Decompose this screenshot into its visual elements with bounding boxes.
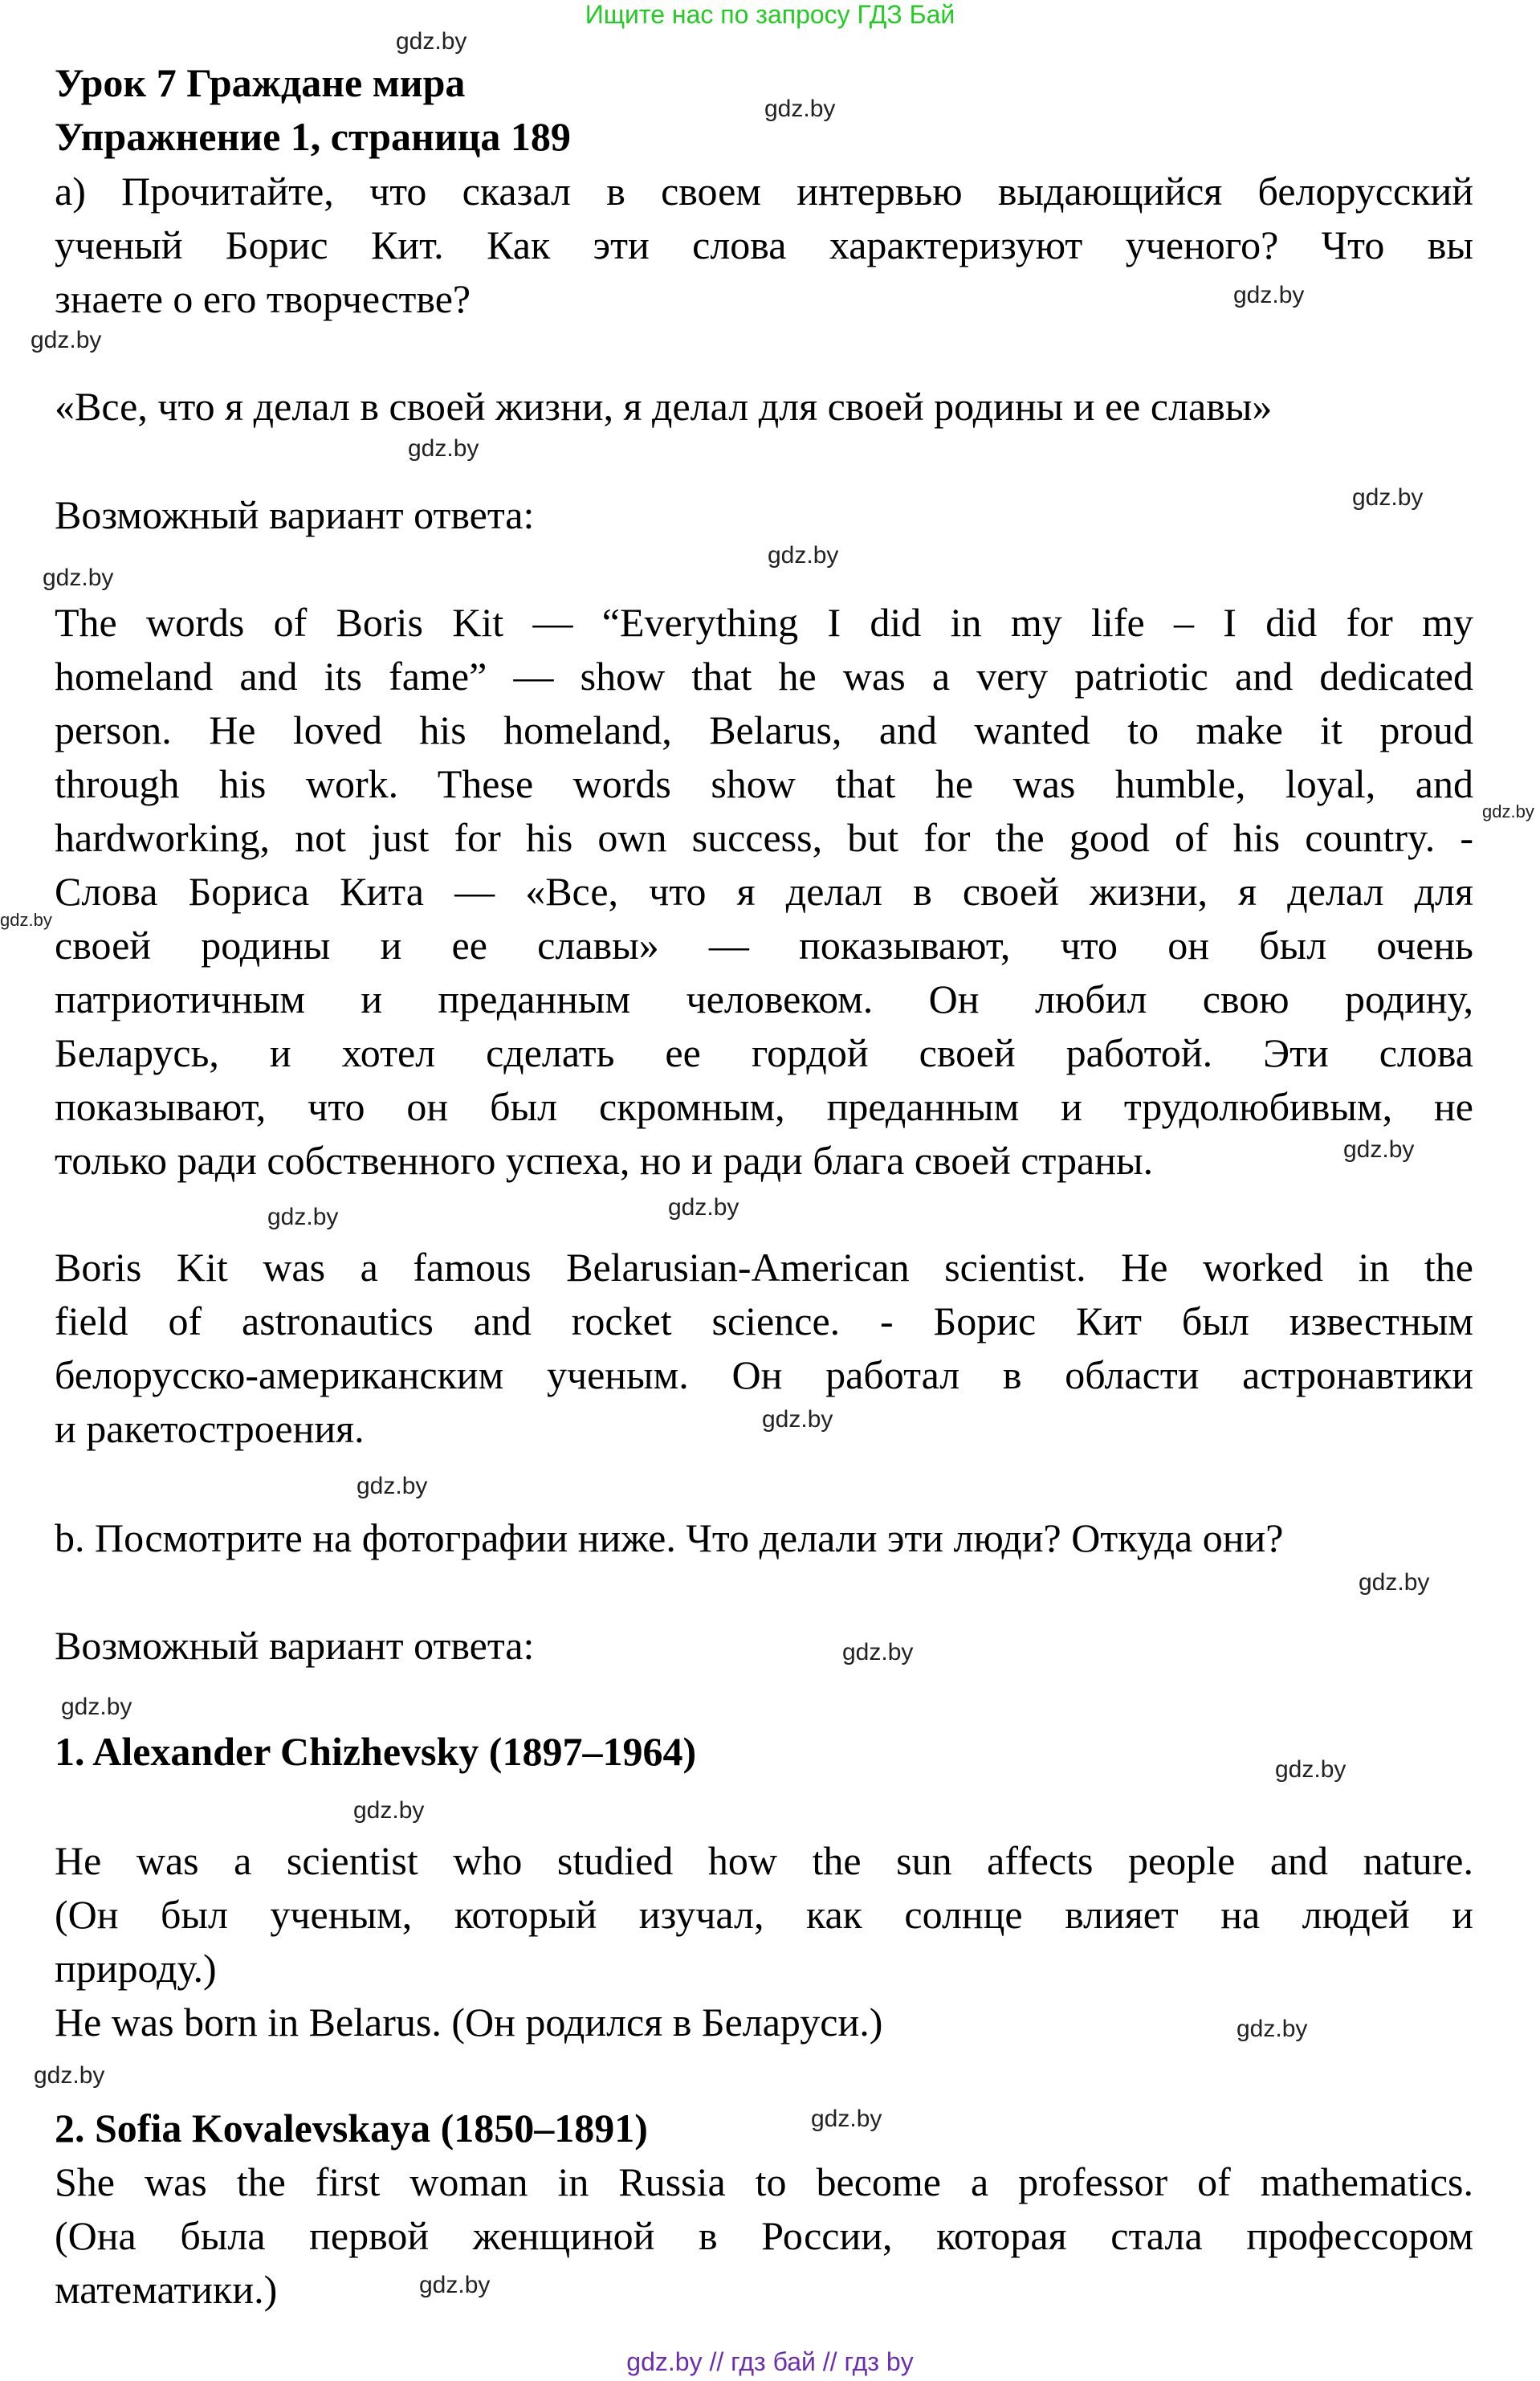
text-line: (Она была первой женщиной в России, которая стала профессором <box>55 2213 1473 2258</box>
watermark: gdz.by <box>811 2106 882 2132</box>
text-line: through his work. These words show that he was humble, loyal, and <box>55 761 1473 806</box>
text-line: homeland and its fame” — show that he was a very patriotic and dedicated <box>55 654 1473 699</box>
text-line: и ракетостроения. <box>55 1406 365 1451</box>
watermark: gdz.by <box>1359 1569 1430 1596</box>
watermark: gdz.by <box>762 1406 833 1433</box>
watermark: gdz.by <box>1233 282 1305 308</box>
quote <box>55 380 1473 434</box>
answer-paragraph-1 <box>55 596 1473 1188</box>
text-line: Слова Бориса Кита — «Все, что я делал в своей жизни, я делал для <box>55 869 1473 914</box>
watermark: gdz.by <box>1275 1756 1346 1783</box>
watermark: gdz.by <box>764 96 836 122</box>
text-line: Урок 7 Граждане мира <box>55 60 466 105</box>
watermark: gdz.by <box>31 327 102 353</box>
text-line: а) Прочитайте, что сказал в своем интервью выдающийся белорусский <box>55 169 1473 214</box>
text-line: 2. Sofia Kovalevskaya (1850–1891) <box>55 2106 648 2151</box>
text-line: (Он был ученым, который изучал, как солнце влияет на людей и <box>55 1892 1473 1937</box>
text-line: The words of Boris Kit — “Everything I did in my life – I did for my <box>55 600 1473 645</box>
text-line: He was a scientist who studied how the sun affects people and nature. <box>55 1838 1473 1883</box>
text-line: Возможный вариант ответа: <box>55 1623 535 1668</box>
watermark: gdz.by <box>408 435 479 462</box>
task-b-prompt <box>55 1511 1473 1565</box>
watermark: gdz.by <box>768 542 839 569</box>
text-line: b. Посмотрите на фотографии ниже. Что делали эти люди? Откуда они? <box>55 1515 1284 1560</box>
watermark: gdz.by <box>61 1694 132 1720</box>
watermark: gdz.by <box>0 910 52 930</box>
answer-label <box>55 488 1473 542</box>
text-line: field of astronautics and rocket science. - Борис Кит был известным <box>55 1299 1473 1343</box>
text-line: своей родины и ее славы» — показывают, что он был очень <box>55 923 1473 968</box>
watermark: gdz.by <box>43 565 114 591</box>
person-2 <box>55 2102 1473 2317</box>
text-line: ученый Борис Кит. Как эти слова характеризуют ученого? Что вы <box>55 222 1473 267</box>
text-line: математики.) <box>55 2267 278 2312</box>
text-line: белорусско-американским ученым. Он работал в области астронавтики <box>55 1352 1473 1397</box>
watermark: gdz.by <box>267 1204 339 1230</box>
person-1-title <box>55 1725 1473 1779</box>
footer-links[interactable]: gdz.by // гдз бай // гдз by <box>626 2347 914 2376</box>
text-line: Упражнение 1, страница 189 <box>55 114 571 159</box>
watermark: gdz.by <box>34 2062 105 2089</box>
watermark: gdz.by <box>668 1194 739 1221</box>
search-banner[interactable]: Ищите нас по запросу ГДЗ Бай <box>585 0 955 29</box>
answer-label-b <box>55 1619 1473 1673</box>
watermark: gdz.by <box>396 28 467 55</box>
text-line: She was the first woman in Russia to become a professor of mathematics. <box>55 2159 1473 2204</box>
text-line: показывают, что он был скромным, преданным и трудолюбивым, не <box>55 1084 1473 1129</box>
text-line: «Все, что я делал в своей жизни, я делал для своей родины и ее славы» <box>55 384 1273 429</box>
watermark: gdz.by <box>1482 801 1534 822</box>
text-line: Беларусь, и хотел сделать ее гордой своей работой. Эти слова <box>55 1030 1473 1075</box>
text-line: person. He loved his homeland, Belarus, and wanted to make it proud <box>55 707 1473 752</box>
watermark: gdz.by <box>353 1797 425 1824</box>
text-line: патриотичным и преданным человеком. Он любил свою родину, <box>55 976 1473 1021</box>
watermark: gdz.by <box>356 1473 428 1499</box>
watermark: gdz.by <box>1343 1136 1415 1163</box>
text-line: Возможный вариант ответа: <box>55 492 535 537</box>
watermark: gdz.by <box>1236 2016 1308 2042</box>
watermark: gdz.by <box>419 2272 491 2298</box>
text-line: природу.) <box>55 1946 217 1991</box>
watermark: gdz.by <box>1352 484 1424 511</box>
text-line: знаете о его творчестве? <box>55 276 471 321</box>
text-line: Boris Kit was a famous Belarusian-American scientist. He worked in the <box>55 1245 1473 1290</box>
watermark: gdz.by <box>842 1639 914 1665</box>
text-line: только ради собственного успеха, но и ради блага своей страны. <box>55 1138 1154 1183</box>
text-line: 1. Alexander Chizhevsky (1897–1964) <box>55 1729 697 1774</box>
text-line: hardworking, not just for his own success, but for the good of his country. - <box>55 815 1473 860</box>
text-line: He was born in Belarus. (Он родился в Беларуси.) <box>55 2000 883 2045</box>
